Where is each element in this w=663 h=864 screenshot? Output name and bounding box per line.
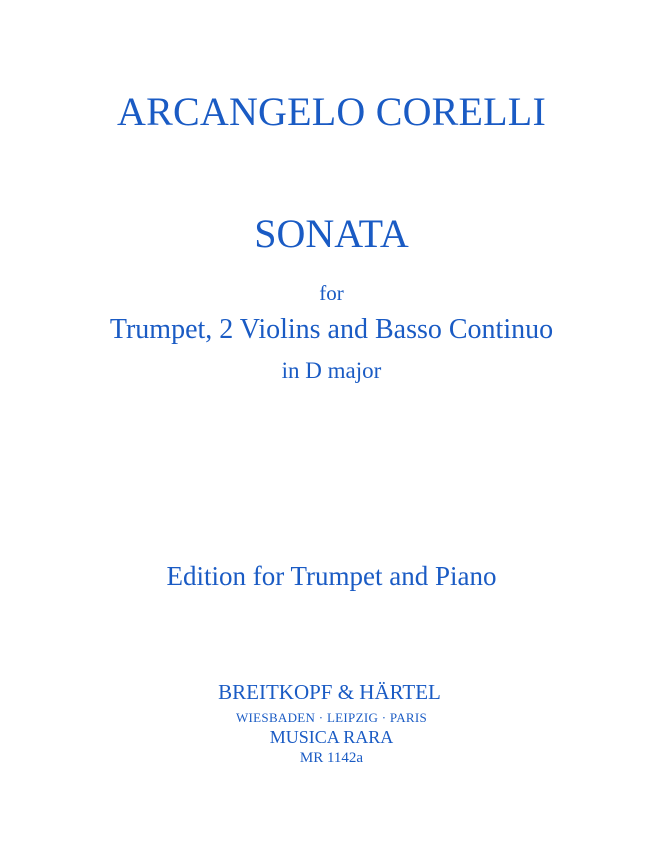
work-title: SONATA (254, 211, 409, 256)
publisher-name: BREITKOPF & HÄRTEL (218, 680, 441, 704)
instrumentation: Trumpet, 2 Violins and Basso Continuo (109, 314, 554, 345)
for-text: for (319, 281, 344, 305)
catalog-number: MR 1142a (299, 750, 364, 766)
publisher-cities: WIESBADEN · LEIPZIG · PARIS (235, 710, 428, 725)
composer-name: ARCANGELO CORELLI (117, 89, 546, 134)
edition-note: Edition for Trumpet and Piano (166, 561, 497, 591)
key-signature: in D major (281, 358, 382, 383)
imprint-name: MUSICA RARA (269, 727, 394, 747)
